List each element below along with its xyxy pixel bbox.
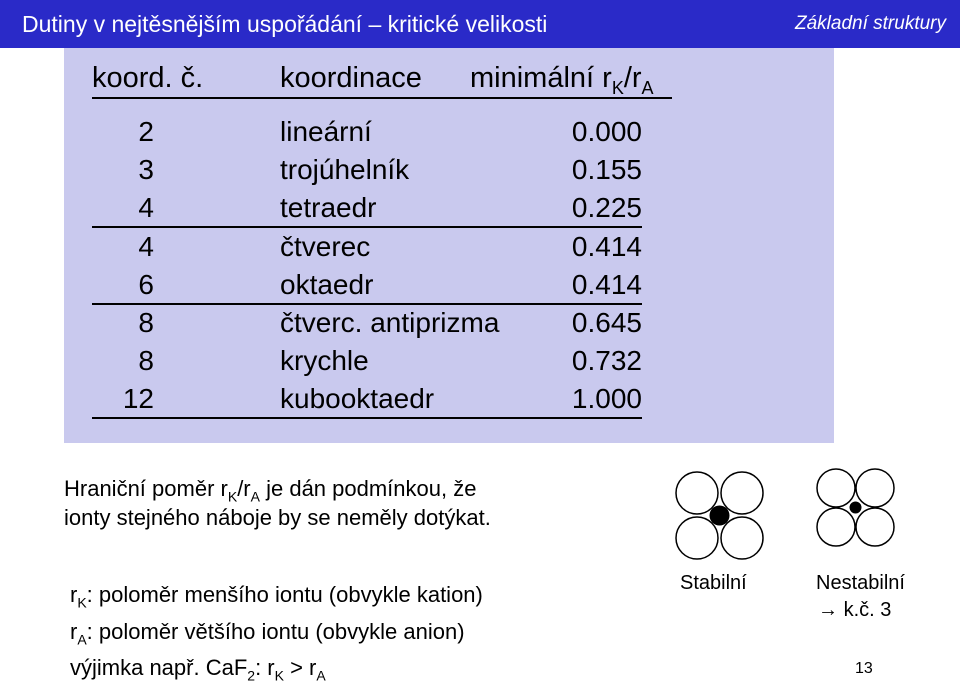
definition-ra: [70, 619, 465, 647]
cation-circle: [710, 506, 730, 526]
exc-sub-k: K: [274, 667, 284, 684]
row-value: 0.414: [571, 230, 642, 262]
row-number: 12: [122, 383, 154, 415]
anion-circle: [721, 472, 763, 514]
row-value: 0.414: [571, 268, 642, 300]
anion-circle: [817, 508, 855, 546]
line1-a: Hraniční poměr r: [64, 476, 228, 501]
row-value: 0.155: [571, 154, 642, 186]
text-line-1: [64, 476, 476, 504]
def1-rest: : poloměr menšího iontu (obvykle kation): [86, 582, 483, 607]
col-header-sub-k: K: [611, 77, 624, 98]
line1-c: je dán podmínkou, že: [259, 476, 477, 501]
coordination-note: k.č. 3: [843, 599, 892, 621]
row-value: 1.000: [571, 383, 642, 415]
exc-sub-a: A: [316, 667, 326, 684]
row-number: 4: [138, 192, 154, 224]
unstable-arrangement-diagram: [810, 465, 910, 565]
def1-sub: K: [77, 594, 87, 611]
exc-b: : r: [255, 655, 275, 680]
row-name: čtverc. antiprizma: [280, 307, 500, 338]
exception-line: [70, 655, 326, 683]
arrow-icon: →: [818, 599, 838, 621]
def2-sub: A: [77, 631, 87, 648]
table-row: [0, 189, 960, 227]
table-row: [0, 113, 960, 151]
row-name: krychle: [280, 345, 369, 377]
table-row: [0, 342, 960, 380]
text-line-2: ionty stejného náboje by se neměly dotýkat.: [64, 505, 491, 530]
row-number: 6: [138, 268, 154, 300]
def2-rest: : poloměr většího iontu (obvykle anion): [86, 619, 465, 644]
def1-r: r: [70, 582, 78, 607]
row-name: kubooktaedr: [280, 383, 435, 415]
anion-circle: [721, 517, 763, 559]
line1-sub-k: K: [227, 488, 238, 505]
row-value: 0.225: [571, 192, 642, 224]
anion-circle: [856, 469, 894, 507]
definition-rk: [70, 582, 483, 610]
stable-label: Stabilní: [680, 572, 747, 594]
table-row: [0, 266, 960, 304]
row-name: tetraedr: [280, 192, 377, 224]
line1-b: /r: [237, 476, 251, 501]
exc-c: > r: [283, 655, 317, 680]
anion-circle: [676, 517, 718, 559]
row-name: lineární: [280, 116, 372, 147]
row-value: 0.645: [571, 307, 642, 338]
row-value: 0.000: [571, 116, 642, 147]
col-header-sub-a: A: [641, 77, 654, 98]
col-header-num: koord. č.: [92, 62, 204, 94]
col-header-value: [470, 62, 654, 99]
stable-arrangement-diagram: [670, 465, 770, 565]
row-number: 2: [138, 116, 154, 147]
row-value: 0.732: [571, 345, 642, 377]
table-row: [0, 151, 960, 189]
header-underline: [92, 97, 672, 99]
row-number: 3: [138, 154, 154, 186]
page-number: 13: [855, 660, 873, 677]
exc-a: výjimka např. CaF: [70, 655, 248, 680]
row-number: 4: [138, 230, 154, 262]
slide-title: Dutiny v nejtěsnějším uspořádání – kritické velikosti: [22, 11, 548, 37]
cation-circle: [850, 502, 862, 514]
line1-sub-a: A: [250, 488, 260, 505]
col-header-value-prefix: minimální r: [470, 62, 612, 94]
section-label: Základní struktury: [795, 13, 946, 34]
anion-circle: [676, 472, 718, 514]
row-name: čtverec: [280, 230, 371, 262]
exc-sub-2: 2: [247, 667, 256, 684]
row-name: trojúhelník: [280, 154, 410, 186]
table-row: [0, 228, 960, 266]
unstable-note: [818, 599, 891, 622]
col-header-slash: /r: [623, 62, 642, 94]
table-row: [0, 304, 960, 342]
row-number: 8: [138, 307, 154, 338]
table-row: [0, 380, 960, 418]
unstable-label: Nestabilní: [816, 572, 905, 594]
row-name: oktaedr: [280, 268, 374, 300]
title-bar: [0, 0, 960, 48]
row-underline: [92, 417, 642, 419]
anion-circle: [817, 469, 855, 507]
def2-r: r: [70, 619, 78, 644]
row-number: 8: [138, 345, 154, 377]
col-header-name: koordinace: [280, 62, 422, 94]
anion-circle: [856, 508, 894, 546]
